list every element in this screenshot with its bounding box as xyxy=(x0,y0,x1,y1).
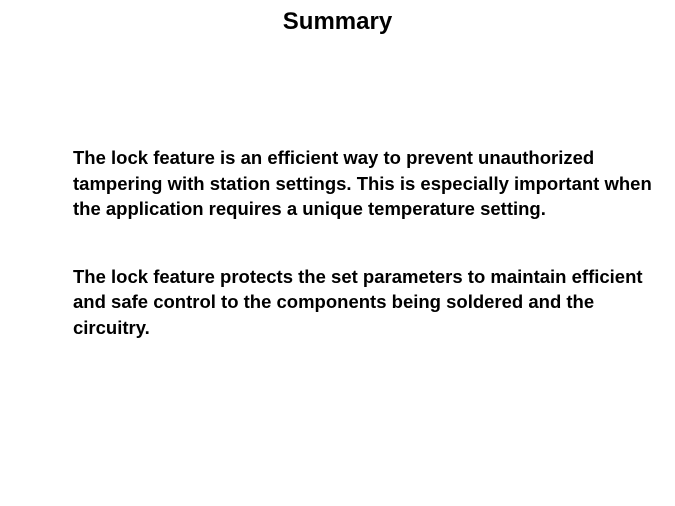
slide-body xyxy=(73,145,653,340)
summary-paragraph-2: The lock feature protects the set parameters to maintain efficient and safe control to the components being soldered and the circuitry. xyxy=(73,265,643,338)
slide-title: Summary xyxy=(282,8,393,35)
summary-paragraph-1: The lock feature is an efficient way to prevent unauthorized tampering with station settings. This is especially important when the application requires a unique temperature setting. xyxy=(73,147,652,219)
